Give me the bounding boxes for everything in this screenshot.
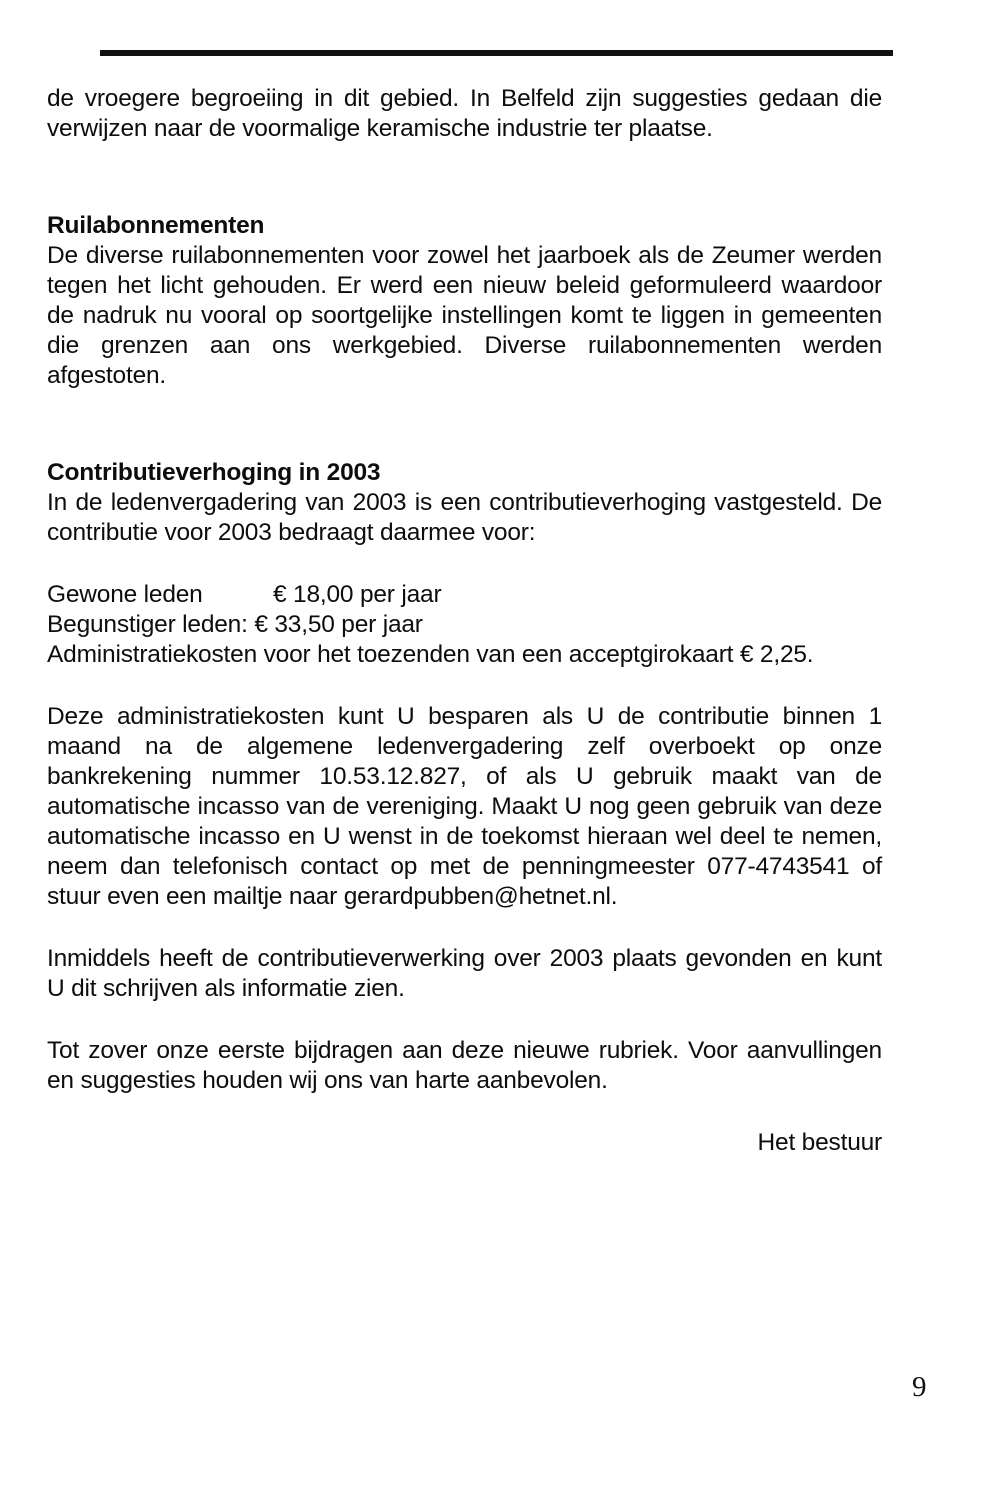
- fee-row-begunstiger-leden: [47, 610, 882, 640]
- inmiddels-paragraph: Inmiddels heeft de contributieverwerking over 2003 plaats gevonden en kunt U dit schrijven als informatie zien.: [47, 945, 882, 1002]
- ruilabonnementen-heading: Ruilabonnementen: [47, 212, 265, 239]
- fee-value: € 18,00 per jaar: [273, 581, 442, 608]
- contributie-paragraph: In de ledenvergadering van 2003 is een contributieverhoging vastgesteld. De contributie voor 2003 bedraagt daarmee voor:: [47, 489, 882, 546]
- page-content: [47, 84, 882, 1158]
- besparen-paragraph: Deze administratiekosten kunt U besparen als U de contributie binnen 1 maand na de algemene ledenvergadering zelf overboekt op onze bankrekening nummer 10.53.12.827, of als U gebruik maakt van de automatische incasso van de vereniging. Maakt U nog geen gebruik van deze automatische incasso en U wenst in de toekomst hieraan wel deel te nemen, neem dan telefonisch contact op met de penningmeester 077-4743541 of stuur even een mailtje naar gerardpubben@hetnet.nl.: [47, 703, 882, 910]
- closing-paragraph: Tot zover onze eerste bijdragen aan deze nieuwe rubriek. Voor aanvullingen en suggesties houden wij ons van harte aanbevolen.: [47, 1037, 882, 1094]
- fee-label: Begunstiger leden:: [47, 611, 248, 638]
- fee-label: Gewone leden: [47, 581, 203, 608]
- top-rule: [100, 50, 893, 56]
- page-number: 9: [912, 1371, 927, 1403]
- contributie-heading: Contributieverhoging in 2003: [47, 459, 381, 486]
- fee-row-gewone-leden: [47, 580, 882, 610]
- signature: Het bestuur: [757, 1129, 882, 1156]
- fee-value: € 33,50 per jaar: [254, 611, 423, 638]
- intro-paragraph: de vroegere begroeiing in dit gebied. In Belfeld zijn suggesties gedaan die verwijzen naar de voormalige keramische industrie ter plaatse.: [47, 85, 882, 142]
- ruilabonnementen-paragraph: De diverse ruilabonnementen voor zowel het jaarboek als de Zeumer werden tegen het licht gehouden. Er werd een nieuw beleid geformuleerd waardoor de nadruk nu vooral op soortgelijke instellingen komt te liggen in gemeenten die grenzen aan ons werkgebied. Diverse ruilabonnementen werden afgestoten.: [47, 242, 882, 389]
- admin-costs-line: Administratiekosten voor het toezenden van een acceptgirokaart € 2,25.: [47, 641, 814, 668]
